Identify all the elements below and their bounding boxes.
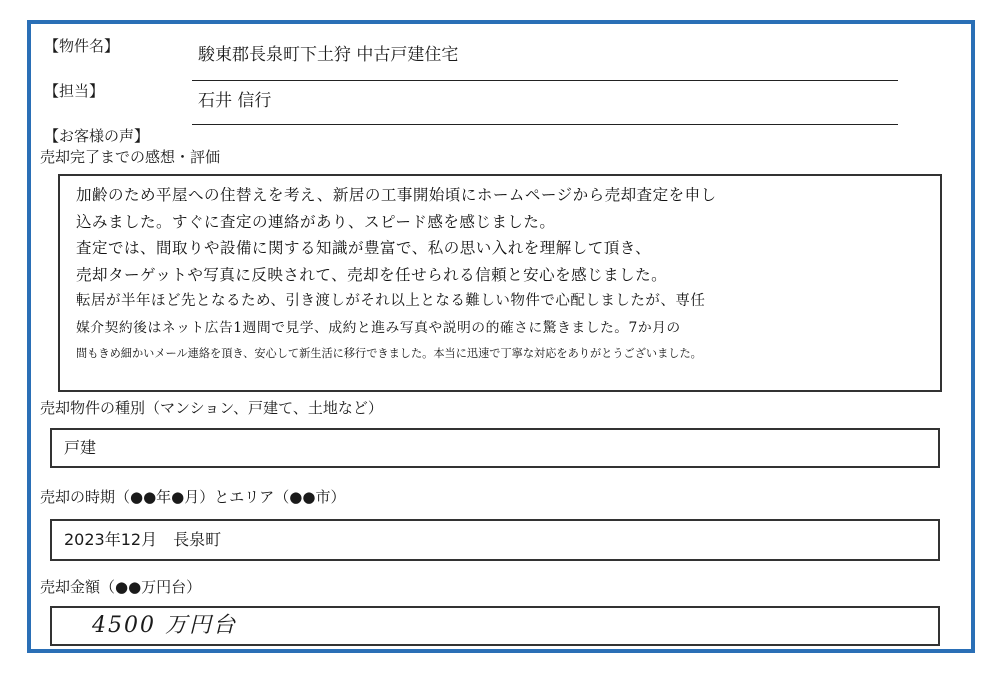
timing-value: 2023年12月 長泉町 [64,530,222,549]
staff-underline [192,124,898,125]
price-value: 4500 万円台 [92,613,237,638]
voice-line: 査定では、間取りや設備に関する知識が豊富で、私の思い入れを理解して頂き、 [76,239,652,257]
property-label: 【物件名】 [44,37,120,55]
voice-label: 【お客様の声】 [44,127,150,145]
staff-label: 【担当】 [44,82,105,100]
price-label: 売却金額（●●万円台） [40,578,202,596]
voice-line: 加齢のため平屋への住替えを考え、新居の工事開始頃にホームページから売却査定を申し [76,186,717,204]
property-underline [192,80,898,81]
voice-line: 媒介契約後はネット広告1週間で見学、成約と進み写真や説明の的確さに驚きました。7か月の [76,319,681,336]
voice-sublabel: 売却完了までの感想・評価 [40,148,221,166]
timing-box [50,519,940,561]
voice-textbox [58,174,942,392]
type-value: 戸建 [64,438,97,457]
type-label: 売却物件の種別（マンション、戸建て、土地など） [40,399,383,417]
type-box [50,428,940,468]
voice-line: 込みました。すぐに査定の連絡があり、スピード感を感じました。 [76,212,556,231]
voice-line: 間もきめ細かいメール連絡を頂き、安心して新生活に移行できました。本当に迅速で丁寧な対応をありがとうございました。 [76,347,702,360]
property-value: 駿東郡長泉町下土狩 中古戸建住宅 [198,45,459,65]
price-box [50,606,940,646]
staff-value: 石井 信行 [198,91,272,111]
timing-label: 売却の時期（●●年●月）とエリア（●●市） [40,488,346,506]
voice-line: 売却ターゲットや写真に反映されて、売却を任せられる信頼と安心を感じました。 [76,265,668,284]
voice-line: 転居が半年ほど先となるため、引き渡しがそれ以上となる難しい物件で心配しましたが、専任 [76,293,706,309]
